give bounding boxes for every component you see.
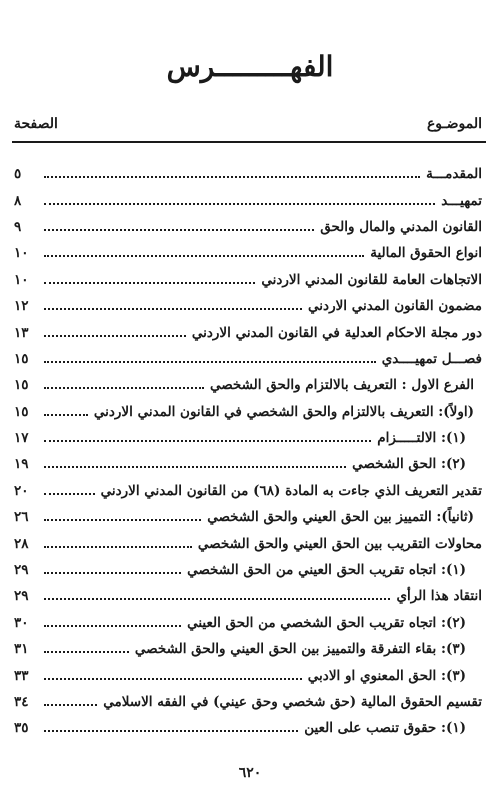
toc-entry (14, 610, 482, 636)
toc-entry-title: (١): حقوق تنصب على العين (304, 720, 466, 737)
toc-dot-leader (44, 387, 204, 389)
toc-dot-leader (44, 598, 390, 600)
toc-entry (14, 214, 482, 240)
toc-entry (14, 372, 482, 398)
toc-dot-leader (44, 361, 376, 363)
toc-entry-page: ١٥ (14, 350, 29, 367)
toc-entry-title: القانون المدني والمال والحق (320, 218, 482, 235)
toc-entry-title: تقدير التعريف الذي جاءت به المادة (٦٨) من القانون المدني الاردني (100, 482, 482, 499)
index-title: الفهـــــــــرس (166, 50, 334, 83)
toc-entry-page: ١٩ (14, 456, 29, 473)
toc-entry (14, 715, 482, 741)
toc-entry-page: ٢٠ (14, 482, 29, 499)
toc-entry-page: ٣٣ (14, 667, 29, 684)
toc-entry-title: (٣): الحق المعنوي او الادبي (307, 667, 466, 684)
toc-entry-title: انتقاد هذا الرأي (396, 588, 482, 605)
toc-dot-leader (44, 203, 435, 205)
toc-dot-leader (44, 572, 181, 574)
toc-dot-leader (44, 651, 129, 653)
toc-dot-leader (44, 704, 97, 706)
toc-entry (14, 504, 482, 530)
toc-entry-page: ١٠ (14, 271, 29, 288)
toc-entry-page: ٨ (14, 192, 22, 209)
toc-dot-leader (44, 440, 371, 442)
toc-entry-page: ٥ (14, 166, 22, 183)
topic-column-label: الموضـوع (426, 116, 482, 132)
toc-dot-leader (44, 176, 420, 178)
toc-entry (14, 425, 482, 451)
toc-entry-title: مضمون القانون المدني الاردني (308, 298, 482, 315)
toc-dot-leader (44, 282, 255, 284)
toc-dot-leader (44, 335, 186, 337)
toc-entry-page: ٢٩ (14, 562, 29, 579)
header-divider (12, 141, 486, 143)
toc-entry-title: فصـــل تمهيــــدي (381, 350, 482, 367)
toc-list (14, 161, 482, 742)
toc-entry (14, 451, 482, 477)
toc-entry (14, 583, 482, 609)
toc-dot-leader (44, 625, 181, 627)
toc-entry (14, 478, 482, 504)
toc-entry-page: ٢٦ (14, 509, 29, 526)
toc-entry-page: ١٥ (14, 403, 29, 420)
toc-dot-leader (44, 466, 346, 468)
toc-entry-title: دور مجلة الاحكام العدلية في القانون المدني الاردني (191, 324, 482, 341)
toc-entry-page: ١٣ (14, 324, 29, 341)
toc-entry (14, 636, 482, 662)
toc-dot-leader (44, 730, 298, 732)
toc-entry-title: تمهيـــد (441, 192, 482, 209)
toc-dot-leader (44, 546, 192, 548)
toc-entry-page: ٣٥ (14, 720, 29, 737)
toc-entry-page: ٢٨ (14, 535, 29, 552)
toc-entry-page: ١٢ (14, 298, 29, 315)
toc-entry-title: تقسيم الحقوق المالية (حق شخصي وحق عيني) في الفقه الاسلامي (103, 694, 482, 710)
toc-entry-page: ٣١ (14, 641, 29, 658)
toc-entry-page: ٣٤ (14, 694, 29, 710)
toc-entry-page: ١٧ (14, 430, 29, 447)
toc-entry (14, 267, 482, 293)
toc-entry-page: ٢٩ (14, 588, 29, 605)
toc-entry-title: المقدمـــة (426, 166, 482, 183)
toc-dot-leader (44, 229, 314, 231)
toc-entry-page: ١٥ (14, 377, 29, 394)
toc-entry-title: (٣): بقاء التفرقة والتمييز بين الحق العيني والحق الشخصي (134, 641, 466, 658)
toc-dot-leader (44, 678, 302, 680)
toc-entry (14, 293, 482, 319)
toc-entry-title: محاولات التقريب بين الحق العيني والحق الشخصي (197, 535, 482, 552)
toc-dot-leader (44, 493, 95, 495)
toc-dot-leader (44, 414, 88, 416)
toc-entry-title: (١): الالتـــــزام (377, 430, 466, 447)
toc-entry-title: (٢): الحق الشخصي (352, 456, 466, 473)
toc-entry (14, 240, 482, 266)
toc-entry (14, 187, 482, 213)
toc-dot-leader (44, 519, 201, 521)
page-number: ٦٢٠ (238, 765, 262, 781)
toc-entry (14, 399, 482, 425)
toc-entry-title: (١): اتجاه تقريب الحق العيني من الحق الشخصي (187, 562, 466, 579)
toc-entry (14, 689, 482, 715)
toc-entry (14, 557, 482, 583)
toc-entry (14, 161, 482, 187)
toc-dot-leader (44, 308, 302, 310)
toc-entry-title: انواع الحقوق المالية (370, 245, 482, 262)
toc-entry (14, 319, 482, 345)
toc-dot-leader (44, 255, 364, 257)
toc-entry-title: (٢): اتجاه تقريب الحق الشخصي من الحق العيني (187, 614, 466, 631)
page-column-label: الصفحة (14, 116, 58, 132)
toc-entry-title: الفرع الاول : التعريف بالالتزام والحق الشخصي (209, 377, 474, 394)
toc-header (14, 116, 482, 136)
toc-entry-title: (اولاً): التعريف بالالتزام والحق الشخصي في القانون المدني الاردني (93, 403, 474, 420)
toc-entry-page: ٩ (14, 218, 22, 235)
toc-entry (14, 346, 482, 372)
toc-entry (14, 662, 482, 688)
toc-entry (14, 530, 482, 556)
toc-entry-title: (ثانياً): التمييز بين الحق العيني والحق الشخصي (207, 509, 474, 526)
toc-entry-page: ٣٠ (14, 614, 29, 631)
toc-entry-page: ١٠ (14, 245, 29, 262)
toc-entry-title: الاتجاهات العامة للقانون المدني الاردني (261, 271, 482, 288)
